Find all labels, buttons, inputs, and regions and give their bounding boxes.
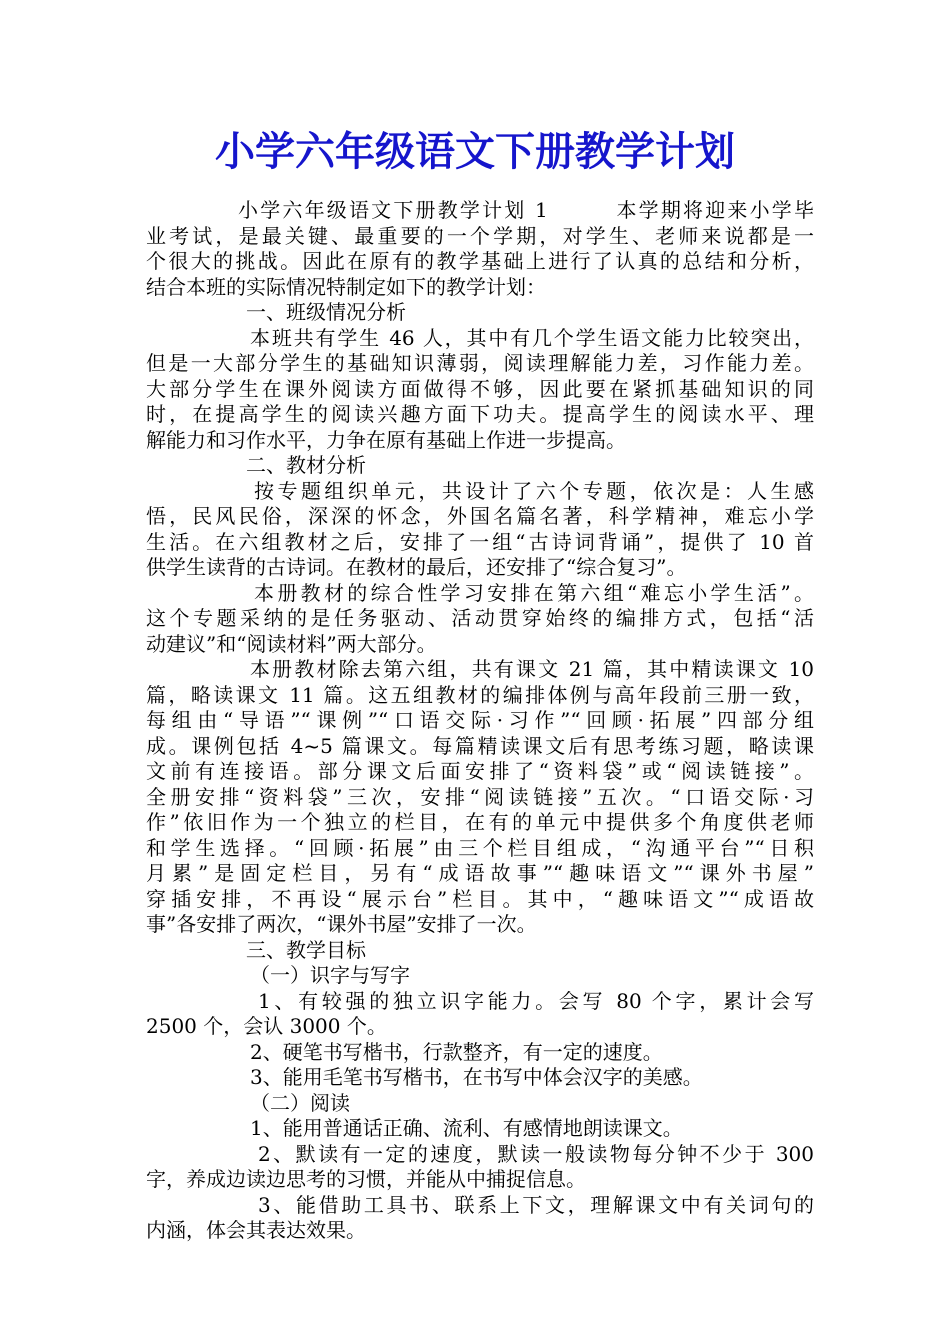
text-line: 本册教材除去第六组，共有课文 21 篇，其中精读课文 10 xyxy=(250,657,814,681)
text-line: 按专题组织单元，共设计了六个专题，依次是：人生感 xyxy=(254,478,814,503)
text-line: 悟，民风民俗，深深的怀念，外国名篇名著，科学精神，难忘小学 xyxy=(146,504,814,528)
text-line: 2500 个，会认 3000 个。 xyxy=(146,1014,387,1038)
text-line: 内涵，体会其表达效果。 xyxy=(146,1218,366,1242)
text-line: 月累”是固定栏目，另有“成语故事”“趣味语文”“课外书屋” xyxy=(146,861,814,885)
text-line: 供学生读背的古诗词。在教材的最后，还安排了“综合复习”。 xyxy=(146,555,687,579)
text-line: 个很大的挑战。因此在原有的教学基础上进行了认真的总结和分析， xyxy=(146,249,814,273)
text-line: 穿插安排，不再设“展示台”栏目。其中，“趣味语文”“成语故 xyxy=(146,886,814,911)
text-line: 字，养成边读边思考的习惯，并能从中捕捉信息。 xyxy=(146,1167,586,1191)
text-line: 一、班级情况分析 xyxy=(246,300,406,324)
text-line: 每组由“导语”“课例”“口语交际·习作”“回顾·拓展”四部分组 xyxy=(146,708,814,732)
text-line: 解能力和习作水平，力争在原有基础上作进一步提高。 xyxy=(146,427,626,452)
text-line: 事”各安排了两次，“课外书屋”安排了一次。 xyxy=(146,912,537,936)
text-line: 二、教材分析 xyxy=(246,453,366,477)
text-line: 小学六年级语文下册教学计划 1 本学期将迎来小学毕 xyxy=(238,198,814,222)
text-line: 2、默读有一定的速度，默读一般读物每分钟不少于 300 xyxy=(258,1141,814,1166)
text-line: 本班共有学生 46 人，其中有几个学生语文能力比较突出， xyxy=(250,325,814,350)
text-line: 生活。在六组教材之后，安排了一组“古诗词背诵”，提供了 10 首 xyxy=(146,529,814,554)
text-line: 结合本班的实际情况特制定如下的教学计划： xyxy=(146,274,546,299)
text-line: 大部分学生在课外阅读方面做得不够，因此要在紧抓基础知识的同 xyxy=(146,376,814,401)
text-line: 业考试，是最关键、最重要的一个学期，对学生、老师来说都是一 xyxy=(146,223,814,248)
text-line: 2、硬笔书写楷书，行款整齐，有一定的速度。 xyxy=(250,1039,663,1064)
text-line: 动建议”和“阅读材料”两大部分。 xyxy=(146,631,437,656)
text-line: 文前有连接语。部分课文后面安排了“资料袋”或“阅读链接”。 xyxy=(146,759,814,783)
text-line: 作”依旧作为一个独立的栏目，在有的单元中提供多个角度供老师 xyxy=(146,810,814,834)
text-line: 三、教学目标 xyxy=(246,937,366,962)
text-line: 篇，略读课文 11 篇。这五组教材的编排体例与高年段前三册一致， xyxy=(146,682,814,707)
text-line: 1、有较强的独立识字能力。会写 80 个字，累计会写 xyxy=(258,988,814,1013)
document-body xyxy=(146,198,814,1244)
text-line: （一）识字与写字 xyxy=(250,963,410,987)
text-line: 这个专题采纳的是任务驱动、活动贯穿始终的编排方式，包括“活 xyxy=(146,606,814,630)
text-line: 3、能用毛笔书写楷书，在书写中体会汉字的美感。 xyxy=(250,1065,703,1089)
text-line: 3、能借助工具书、联系上下文，理解课文中有关词句的 xyxy=(258,1192,814,1217)
text-line: （二）阅读 xyxy=(250,1090,350,1115)
text-line: 本册教材的综合性学习安排在第六组“难忘小学生活”。 xyxy=(254,580,814,605)
text-line: 时，在提高学生的阅读兴趣方面下功夫。提高学生的阅读水平、理 xyxy=(146,402,814,426)
text-line: 全册安排“资料袋”三次，安排“阅读链接”五次。“口语交际·习 xyxy=(146,784,814,809)
text-line: 但是一大部分学生的基础知识薄弱，阅读理解能力差，习作能力差。 xyxy=(146,351,814,375)
text-line: 成。课例包括 4~5 篇课文。每篇精读课文后有思考练习题，略读课 xyxy=(146,733,814,758)
document-title: 小学六年级语文下册教学计划 xyxy=(215,128,735,175)
text-line: 和学生选择。“回顾·拓展”由三个栏目组成，“沟通平台”“日积 xyxy=(146,835,814,860)
text-line: 1、能用普通话正确、流利、有感情地朗读课文。 xyxy=(250,1116,683,1140)
